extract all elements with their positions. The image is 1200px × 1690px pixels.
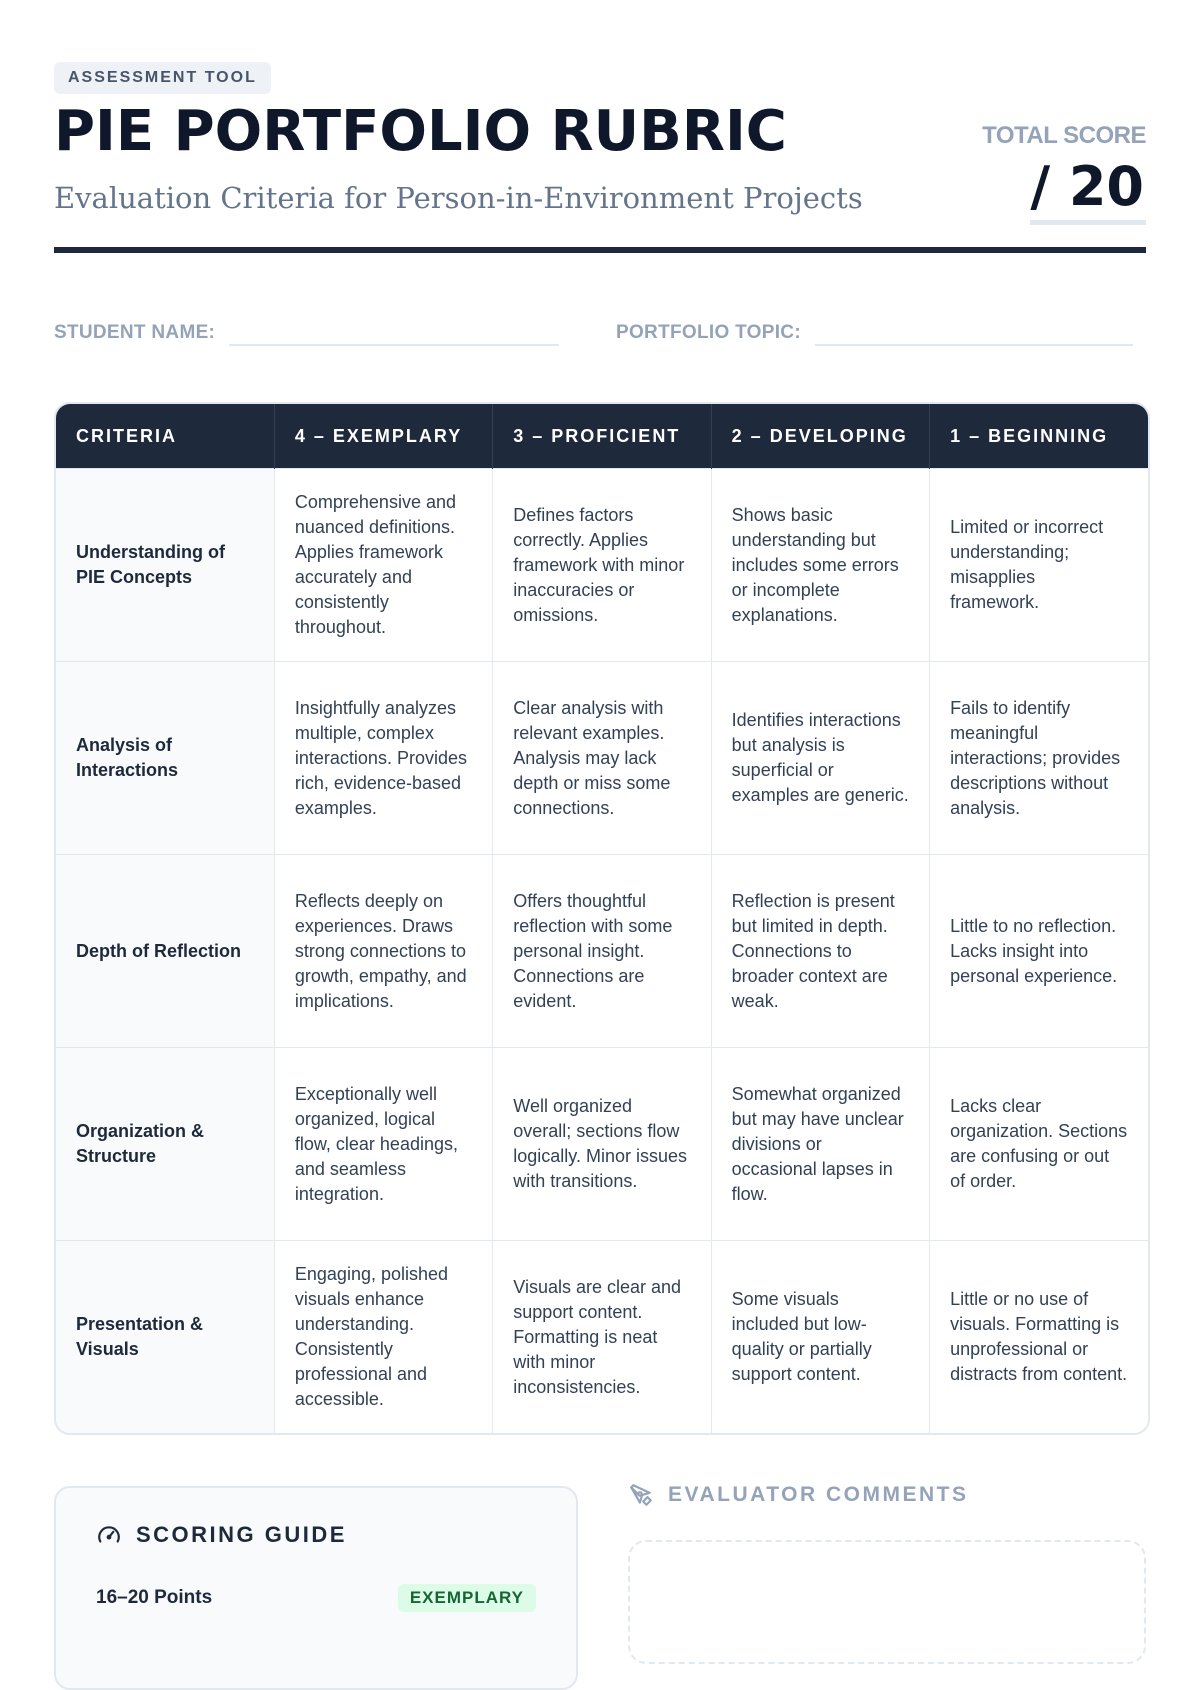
total-score	[982, 118, 1146, 225]
page-title: PIE PORTFOLIO RUBRIC	[54, 99, 787, 164]
evaluator-comments-input[interactable]	[628, 1540, 1146, 1664]
level-cell: Little or no use of visuals. Formatting is unprofessional or distracts from content.	[930, 1241, 1148, 1434]
level-cell: Somewhat organized but may have unclear divisions or occasional lapses in flow.	[711, 1048, 929, 1241]
scoring-guide-header	[96, 1522, 347, 1548]
total-score-label: TOTAL SCORE	[982, 122, 1146, 149]
column-header-criteria: CRITERIA	[56, 404, 274, 469]
portfolio-topic-input[interactable]	[815, 314, 1133, 346]
scoring-guide-row	[96, 1584, 536, 1612]
level-cell: Lacks clear organization. Sections are confusing or out of order.	[930, 1048, 1148, 1241]
level-cell: Offers thoughtful reflection with some personal insight. Connections are evident.	[493, 855, 711, 1048]
criterion-cell: Organization & Structure	[56, 1048, 274, 1241]
level-cell: Fails to identify meaningful interactions; provides descriptions without analysis.	[930, 662, 1148, 855]
pen-icon	[628, 1482, 654, 1508]
table-row	[56, 469, 1148, 662]
criterion-cell: Understanding of PIE Concepts	[56, 469, 274, 662]
level-cell: Comprehensive and nuanced definitions. Applies framework accurately and consistently throughout.	[274, 469, 492, 662]
evaluator-comments-header	[628, 1482, 969, 1508]
level-cell: Defines factors correctly. Applies framework with minor inaccuracies or omissions.	[493, 469, 711, 662]
table-row	[56, 855, 1148, 1048]
level-cell: Some visuals included but low-quality or partially support content.	[711, 1241, 929, 1434]
portfolio-topic-field	[616, 314, 1133, 346]
level-cell: Limited or incorrect understanding; misapplies framework.	[930, 469, 1148, 662]
level-cell: Insightfully analyzes multiple, complex interactions. Provides rich, evidence-based examples.	[274, 662, 492, 855]
rubric-header-row	[56, 404, 1148, 469]
table-row	[56, 662, 1148, 855]
table-row	[56, 1241, 1148, 1434]
evaluator-comments-title: EVALUATOR COMMENTS	[668, 1483, 969, 1506]
scoring-guide-title: SCORING GUIDE	[136, 1522, 347, 1547]
level-badge: EXEMPLARY	[398, 1584, 536, 1612]
tool-tag: ASSESSMENT TOOL	[54, 62, 271, 94]
student-name-label: STUDENT NAME:	[54, 322, 216, 343]
criterion-cell: Presentation & Visuals	[56, 1241, 274, 1434]
column-header-proficient: 3 – PROFICIENT	[493, 404, 711, 469]
rubric-table	[54, 402, 1150, 1435]
level-cell: Shows basic understanding but includes some errors or incomplete explanations.	[711, 469, 929, 662]
level-cell: Well organized overall; sections flow logically. Minor issues with transitions.	[493, 1048, 711, 1241]
level-cell: Identifies interactions but analysis is superficial or examples are generic.	[711, 662, 929, 855]
column-header-developing: 2 – DEVELOPING	[711, 404, 929, 469]
page-subtitle: Evaluation Criteria for Person-in-Environment Projects	[54, 181, 863, 215]
level-cell: Exceptionally well organized, logical flow, clear headings, and seamless integration.	[274, 1048, 492, 1241]
criterion-cell: Analysis of Interactions	[56, 662, 274, 855]
column-header-exemplary: 4 – EXEMPLARY	[274, 404, 492, 469]
portfolio-topic-label: PORTFOLIO TOPIC:	[616, 322, 801, 343]
scoring-guide-card	[54, 1486, 578, 1690]
table-row	[56, 1048, 1148, 1241]
level-cell: Reflects deeply on experiences. Draws strong connections to growth, empathy, and implications.	[274, 855, 492, 1048]
student-name-input[interactable]	[229, 314, 559, 346]
level-cell: Visuals are clear and support content. Formatting is neat with minor inconsistencies.	[493, 1241, 711, 1434]
score-range: 16–20 Points	[96, 1587, 213, 1608]
rubric-page	[54, 0, 1146, 1608]
gauge-icon	[96, 1522, 122, 1548]
header-divider	[54, 247, 1146, 253]
criterion-cell: Depth of Reflection	[56, 855, 274, 1048]
level-cell: Reflection is present but limited in depth. Connections to broader context are weak.	[711, 855, 929, 1048]
column-header-beginning: 1 – BEGINNING	[930, 404, 1148, 469]
student-name-field	[54, 314, 559, 346]
level-cell: Engaging, polished visuals enhance understanding. Consistently professional and accessible.	[274, 1241, 492, 1434]
level-cell: Clear analysis with relevant examples. Analysis may lack depth or miss some connections.	[493, 662, 711, 855]
total-score-value[interactable]: / 20	[1030, 156, 1146, 225]
level-cell: Little to no reflection. Lacks insight into personal experience.	[930, 855, 1148, 1048]
